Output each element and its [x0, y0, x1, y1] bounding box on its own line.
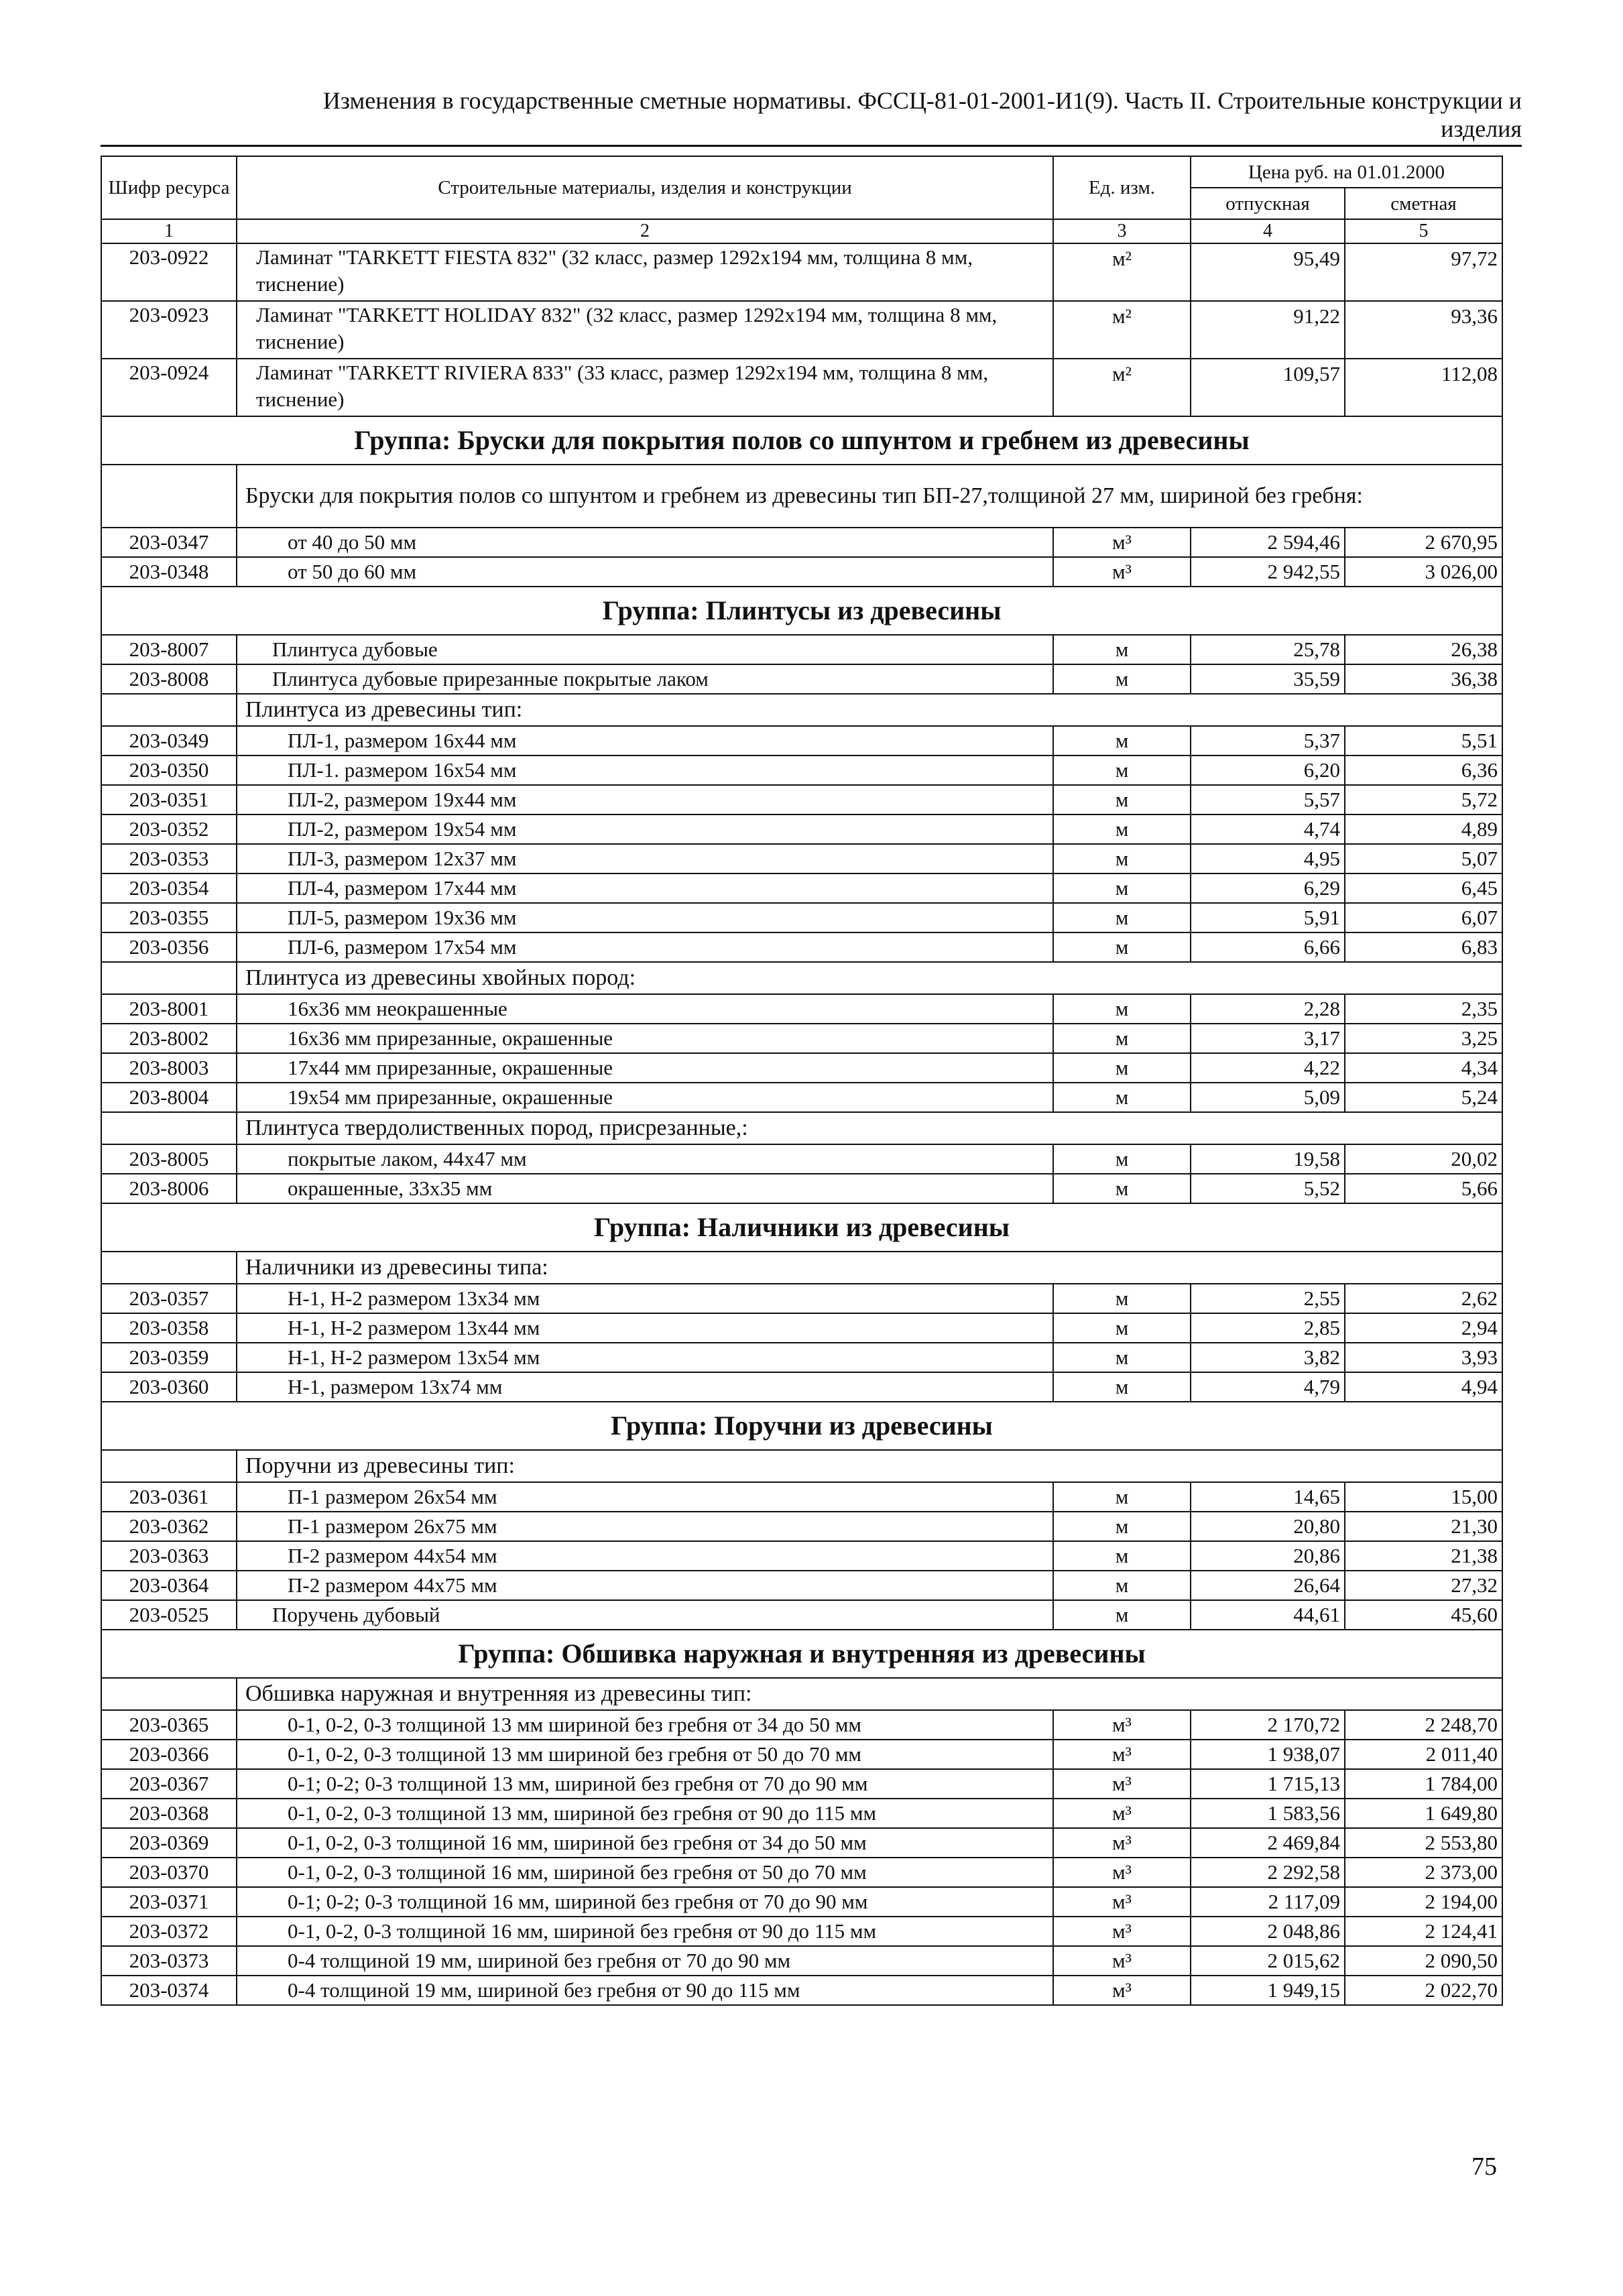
row-code: 203-8003	[101, 1053, 237, 1083]
row-release-price: 6,29	[1191, 873, 1345, 903]
row-code: 203-0357	[101, 1284, 237, 1313]
table-row	[101, 873, 1502, 903]
row-unit: м	[1053, 1600, 1191, 1630]
row-unit: м	[1053, 1174, 1191, 1203]
row-release-price: 1 583,56	[1191, 1799, 1345, 1828]
page-number: 75	[1471, 2153, 1497, 2181]
row-code: 203-0356	[101, 932, 237, 962]
table-row	[101, 664, 1502, 694]
row-code: 203-0370	[101, 1858, 237, 1887]
row-release-price: 2 942,55	[1191, 557, 1345, 587]
row-estimate-price: 2 373,00	[1345, 1858, 1502, 1887]
row-estimate-price: 5,24	[1345, 1083, 1502, 1112]
row-release-price: 4,74	[1191, 814, 1345, 844]
subgroup-heading: Плинтуса из древесины тип:	[237, 694, 1502, 726]
row-unit: м³	[1053, 1887, 1191, 1917]
col-header-price: Цена руб. на 01.01.2000	[1191, 156, 1502, 188]
row-estimate-price: 5,51	[1345, 726, 1502, 756]
table-row	[101, 1858, 1502, 1887]
row-code: 203-0369	[101, 1828, 237, 1858]
row-unit: м	[1053, 635, 1191, 664]
row-code: 203-8001	[101, 994, 237, 1024]
row-unit: м³	[1053, 1799, 1191, 1828]
row-code: 203-0361	[101, 1482, 237, 1512]
document-header-title: Изменения в государственные сметные нормативы. ФССЦ-81-01-2001-И1(9). Часть II. Строительные конструкции и	[322, 87, 1522, 114]
row-release-price: 2 048,86	[1191, 1917, 1345, 1946]
column-numbers-row	[101, 219, 1502, 243]
row-unit: м	[1053, 932, 1191, 962]
subgroup-heading: Плинтуса твердолиственных пород, присрезанные,:	[237, 1112, 1502, 1144]
row-unit: м³	[1053, 1917, 1191, 1946]
row-name: П-2 размером 44х54 мм	[237, 1541, 1053, 1571]
table-row	[101, 1828, 1502, 1858]
row-release-price: 2,28	[1191, 994, 1345, 1024]
row-unit: м³	[1053, 1828, 1191, 1858]
row-release-price: 26,64	[1191, 1571, 1345, 1600]
row-name: Н-1, размером 13х74 мм	[237, 1372, 1053, 1402]
row-code: 203-0359	[101, 1343, 237, 1372]
row-estimate-price: 2 670,95	[1345, 528, 1502, 557]
row-name: ПЛ-6, размером 17х54 мм	[237, 932, 1053, 962]
row-unit: м	[1053, 873, 1191, 903]
row-name: покрытые лаком, 44х47 мм	[237, 1144, 1053, 1174]
row-unit: м	[1053, 785, 1191, 814]
row-name: 0-1, 0-2, 0-3 толщиной 13 мм шириной без гребня от 50 до 70 мм	[237, 1740, 1053, 1769]
row-unit: м	[1053, 1541, 1191, 1571]
row-estimate-price: 1 649,80	[1345, 1799, 1502, 1828]
table-row	[101, 1313, 1502, 1343]
table-row	[101, 903, 1502, 932]
row-unit: м²	[1053, 243, 1191, 301]
row-release-price: 1 938,07	[1191, 1740, 1345, 1769]
row-estimate-price: 2 022,70	[1345, 1976, 1502, 2005]
table-row	[101, 726, 1502, 756]
row-estimate-price: 2 248,70	[1345, 1710, 1502, 1740]
row-code: 203-0922	[101, 243, 237, 301]
row-code: 203-0923	[101, 301, 237, 359]
row-unit: м	[1053, 903, 1191, 932]
row-release-price: 4,95	[1191, 844, 1345, 873]
row-estimate-price: 6,83	[1345, 932, 1502, 962]
row-code: 203-0368	[101, 1799, 237, 1828]
group-heading: Группа: Обшивка наружная и внутренняя из древесины	[101, 1630, 1502, 1678]
row-estimate-price: 2,62	[1345, 1284, 1502, 1313]
group-heading: Группа: Плинтусы из древесины	[101, 587, 1502, 635]
row-estimate-price: 27,32	[1345, 1571, 1502, 1600]
row-release-price: 95,49	[1191, 243, 1345, 301]
row-release-price: 5,37	[1191, 726, 1345, 756]
table-row	[101, 1710, 1502, 1740]
row-name: 0-1, 0-2, 0-3 толщиной 16 мм, шириной без гребня от 34 до 50 мм	[237, 1828, 1053, 1858]
row-release-price: 109,57	[1191, 359, 1345, 416]
col-number: 5	[1345, 219, 1502, 243]
subgroup-row	[101, 465, 1502, 528]
table-row	[101, 1512, 1502, 1541]
row-estimate-price: 2 194,00	[1345, 1887, 1502, 1917]
document-header-title-cont: изделия	[1441, 115, 1522, 142]
row-release-price: 2,55	[1191, 1284, 1345, 1313]
row-unit: м	[1053, 1343, 1191, 1372]
table-row	[101, 844, 1502, 873]
row-estimate-price: 112,08	[1345, 359, 1502, 416]
row-code: 203-0365	[101, 1710, 237, 1740]
row-estimate-price: 2,94	[1345, 1313, 1502, 1343]
subgroup-row	[101, 962, 1502, 994]
row-estimate-price: 3,93	[1345, 1343, 1502, 1372]
row-code: 203-0924	[101, 359, 237, 416]
row-unit: м	[1053, 726, 1191, 756]
row-release-price: 2,85	[1191, 1313, 1345, 1343]
col-number: 3	[1053, 219, 1191, 243]
table-row	[101, 301, 1502, 359]
row-release-price: 91,22	[1191, 301, 1345, 359]
row-estimate-price: 5,07	[1345, 844, 1502, 873]
row-name: ПЛ-2, размером 19х44 мм	[237, 785, 1053, 814]
subgroup-heading: Обшивка наружная и внутренняя из древесины тип:	[237, 1678, 1502, 1710]
row-code: 203-0364	[101, 1571, 237, 1600]
row-estimate-price: 45,60	[1345, 1600, 1502, 1630]
table-row	[101, 1799, 1502, 1828]
row-release-price: 5,52	[1191, 1174, 1345, 1203]
row-code: 203-0352	[101, 814, 237, 844]
row-estimate-price: 4,34	[1345, 1053, 1502, 1083]
subgroup-row	[101, 1450, 1502, 1482]
row-name: 16х36 мм неокрашенные	[237, 994, 1053, 1024]
row-code: 203-8004	[101, 1083, 237, 1112]
row-unit: м³	[1053, 1740, 1191, 1769]
row-name: 0-1; 0-2; 0-3 толщиной 13 мм, шириной без гребня от 70 до 90 мм	[237, 1769, 1053, 1799]
row-code: 203-0360	[101, 1372, 237, 1402]
row-unit: м³	[1053, 1858, 1191, 1887]
row-estimate-price: 2 090,50	[1345, 1946, 1502, 1976]
table-row	[101, 932, 1502, 962]
row-name: Ламинат "TARKETT HOLIDAY 832" (32 класс, размер 1292х194 мм, толщина 8 мм, тиснение)	[237, 301, 1053, 359]
row-name: ПЛ-2, размером 19х54 мм	[237, 814, 1053, 844]
row-name: 0-4 толщиной 19 мм, шириной без гребня от 90 до 115 мм	[237, 1976, 1053, 2005]
row-release-price: 1 949,15	[1191, 1976, 1345, 2005]
table-row	[101, 1600, 1502, 1630]
row-release-price: 6,66	[1191, 932, 1345, 962]
row-code: 203-0373	[101, 1946, 237, 1976]
col-number: 2	[237, 219, 1053, 243]
row-estimate-price: 2,35	[1345, 994, 1502, 1024]
row-estimate-price: 5,72	[1345, 785, 1502, 814]
row-estimate-price: 2 124,41	[1345, 1917, 1502, 1946]
group-heading: Группа: Наличники из древесины	[101, 1203, 1502, 1252]
row-name: окрашенные, 33х35 мм	[237, 1174, 1053, 1203]
row-estimate-price: 3,25	[1345, 1024, 1502, 1053]
table-row	[101, 1541, 1502, 1571]
row-release-price: 2 015,62	[1191, 1946, 1345, 1976]
table-row	[101, 1917, 1502, 1946]
table-row	[101, 1740, 1502, 1769]
row-estimate-price: 3 026,00	[1345, 557, 1502, 587]
row-release-price: 3,82	[1191, 1343, 1345, 1372]
row-estimate-price: 1 784,00	[1345, 1769, 1502, 1799]
row-code: 203-8006	[101, 1174, 237, 1203]
table-row	[101, 814, 1502, 844]
row-estimate-price: 93,36	[1345, 301, 1502, 359]
row-release-price: 2 469,84	[1191, 1828, 1345, 1858]
row-unit: м	[1053, 1372, 1191, 1402]
row-code: 203-0363	[101, 1541, 237, 1571]
row-name: Н-1, Н-2 размером 13х54 мм	[237, 1343, 1053, 1372]
table-row	[101, 528, 1502, 557]
table-row	[101, 1571, 1502, 1600]
row-name: Н-1, Н-2 размером 13х44 мм	[237, 1313, 1053, 1343]
row-unit: м	[1053, 1482, 1191, 1512]
row-code: 203-0354	[101, 873, 237, 903]
row-unit: м	[1053, 1512, 1191, 1541]
table-row	[101, 1769, 1502, 1799]
row-estimate-price: 5,66	[1345, 1174, 1502, 1203]
row-code: 203-0350	[101, 756, 237, 785]
table-row	[101, 243, 1502, 301]
table-row	[101, 1083, 1502, 1112]
table-row	[101, 1174, 1502, 1203]
row-name: П-1 размером 26х75 мм	[237, 1512, 1053, 1541]
subgroup-heading: Плинтуса из древесины хвойных пород:	[237, 962, 1502, 994]
table-row	[101, 557, 1502, 587]
row-name: 0-1, 0-2, 0-3 толщиной 13 мм шириной без гребня от 34 до 50 мм	[237, 1710, 1053, 1740]
row-release-price: 35,59	[1191, 664, 1345, 694]
group-heading-row	[101, 416, 1502, 465]
row-estimate-price: 97,72	[1345, 243, 1502, 301]
row-unit: м	[1053, 1083, 1191, 1112]
row-name: ПЛ-4, размером 17х44 мм	[237, 873, 1053, 903]
row-unit: м	[1053, 756, 1191, 785]
row-unit: м	[1053, 814, 1191, 844]
price-table	[101, 156, 1503, 2006]
row-code: 203-0355	[101, 903, 237, 932]
col-header-name: Строительные материалы, изделия и конструкции	[237, 156, 1053, 219]
table-row	[101, 1946, 1502, 1976]
row-release-price: 20,86	[1191, 1541, 1345, 1571]
subgroup-heading: Бруски для покрытия полов со шпунтом и гребнем из древесины тип БП-27,толщиной 27 мм, шириной без гребня:	[237, 465, 1502, 528]
row-code: 203-0351	[101, 785, 237, 814]
group-heading: Группа: Бруски для покрытия полов со шпунтом и гребнем из древесины	[101, 416, 1502, 465]
row-estimate-price: 6,07	[1345, 903, 1502, 932]
row-code: 203-0374	[101, 1976, 237, 2005]
table-row	[101, 994, 1502, 1024]
row-release-price: 25,78	[1191, 635, 1345, 664]
row-release-price: 5,57	[1191, 785, 1345, 814]
row-estimate-price: 26,38	[1345, 635, 1502, 664]
subgroup-row	[101, 1252, 1502, 1284]
table-row	[101, 1144, 1502, 1174]
table-row	[101, 1372, 1502, 1402]
col-number: 1	[101, 219, 237, 243]
row-name: 17х44 мм прирезанные, окрашенные	[237, 1053, 1053, 1083]
row-estimate-price: 21,38	[1345, 1541, 1502, 1571]
row-release-price: 6,20	[1191, 756, 1345, 785]
table-row	[101, 1284, 1502, 1313]
table-row	[101, 1887, 1502, 1917]
row-unit: м	[1053, 1144, 1191, 1174]
row-release-price: 4,22	[1191, 1053, 1345, 1083]
row-name: 0-1, 0-2, 0-3 толщиной 13 мм, шириной без гребня от 90 до 115 мм	[237, 1799, 1053, 1828]
row-release-price: 44,61	[1191, 1600, 1345, 1630]
row-unit: м	[1053, 1313, 1191, 1343]
row-code: 203-0525	[101, 1600, 237, 1630]
row-code: 203-0353	[101, 844, 237, 873]
table-header-row	[101, 156, 1502, 188]
row-release-price: 20,80	[1191, 1512, 1345, 1541]
row-estimate-price: 15,00	[1345, 1482, 1502, 1512]
row-code: 203-0349	[101, 726, 237, 756]
row-name: ПЛ-5, размером 19х36 мм	[237, 903, 1053, 932]
row-release-price: 3,17	[1191, 1024, 1345, 1053]
row-release-price: 5,09	[1191, 1083, 1345, 1112]
row-name: 0-1, 0-2, 0-3 толщиной 16 мм, шириной без гребня от 90 до 115 мм	[237, 1917, 1053, 1946]
table-row	[101, 756, 1502, 785]
row-estimate-price: 2 011,40	[1345, 1740, 1502, 1769]
row-name: ПЛ-1. размером 16х54 мм	[237, 756, 1053, 785]
row-unit: м²	[1053, 301, 1191, 359]
row-estimate-price: 6,36	[1345, 756, 1502, 785]
group-heading-row	[101, 1402, 1502, 1450]
row-code: 203-0348	[101, 557, 237, 587]
group-heading-row	[101, 1630, 1502, 1678]
row-name: 0-1; 0-2; 0-3 толщиной 16 мм, шириной без гребня от 70 до 90 мм	[237, 1887, 1053, 1917]
row-code: 203-8008	[101, 664, 237, 694]
col-header-estimate: сметная	[1345, 188, 1502, 219]
col-header-code: Шифр ресурса	[101, 156, 237, 219]
row-name: Плинтуса дубовые прирезанные покрытые лаком	[237, 664, 1053, 694]
row-name: Ламинат "TARKETT FIESTA 832" (32 класс, размер 1292х194 мм, толщина 8 мм, тиснение)	[237, 243, 1053, 301]
row-estimate-price: 21,30	[1345, 1512, 1502, 1541]
row-code: 203-0358	[101, 1313, 237, 1343]
row-release-price: 19,58	[1191, 1144, 1345, 1174]
row-code: 203-0366	[101, 1740, 237, 1769]
table-row	[101, 1053, 1502, 1083]
row-estimate-price: 36,38	[1345, 664, 1502, 694]
row-name: ПЛ-1, размером 16х44 мм	[237, 726, 1053, 756]
row-name: Плинтуса дубовые	[237, 635, 1053, 664]
subgroup-row	[101, 1678, 1502, 1710]
subgroup-row	[101, 1112, 1502, 1144]
table-row	[101, 635, 1502, 664]
row-unit: м³	[1053, 1946, 1191, 1976]
row-unit: м	[1053, 1284, 1191, 1313]
table-row	[101, 1976, 1502, 2005]
row-code: 203-8007	[101, 635, 237, 664]
row-unit: м	[1053, 1571, 1191, 1600]
col-header-release: отпускная	[1191, 188, 1345, 219]
row-release-price: 2 170,72	[1191, 1710, 1345, 1740]
subgroup-row	[101, 694, 1502, 726]
header-rule	[101, 145, 1522, 147]
row-name: П-2 размером 44х75 мм	[237, 1571, 1053, 1600]
table-row	[101, 1482, 1502, 1512]
group-heading-row	[101, 587, 1502, 635]
row-unit: м	[1053, 844, 1191, 873]
row-name: от 40 до 50 мм	[237, 528, 1053, 557]
row-code: 203-0372	[101, 1917, 237, 1946]
row-estimate-price: 6,45	[1345, 873, 1502, 903]
row-release-price: 2 117,09	[1191, 1887, 1345, 1917]
row-code: 203-0347	[101, 528, 237, 557]
table-row	[101, 359, 1502, 416]
row-name: 0-1, 0-2, 0-3 толщиной 16 мм, шириной без гребня от 50 до 70 мм	[237, 1858, 1053, 1887]
table-row	[101, 1343, 1502, 1372]
row-unit: м³	[1053, 528, 1191, 557]
group-heading: Группа: Поручни из древесины	[101, 1402, 1502, 1450]
row-release-price: 2 292,58	[1191, 1858, 1345, 1887]
row-code: 203-8002	[101, 1024, 237, 1053]
group-heading-row	[101, 1203, 1502, 1252]
row-unit: м³	[1053, 1976, 1191, 2005]
row-code: 203-0367	[101, 1769, 237, 1799]
row-release-price: 14,65	[1191, 1482, 1345, 1512]
table-row	[101, 785, 1502, 814]
row-name: Поручень дубовый	[237, 1600, 1053, 1630]
row-unit: м	[1053, 1024, 1191, 1053]
subgroup-heading: Наличники из древесины типа:	[237, 1252, 1502, 1284]
row-unit: м³	[1053, 1769, 1191, 1799]
col-header-unit: Ед. изм.	[1053, 156, 1191, 219]
subgroup-heading: Поручни из древесины тип:	[237, 1450, 1502, 1482]
col-number: 4	[1191, 219, 1345, 243]
row-unit: м²	[1053, 359, 1191, 416]
row-unit: м	[1053, 664, 1191, 694]
row-estimate-price: 2 553,80	[1345, 1828, 1502, 1858]
row-name: 19х54 мм прирезанные, окрашенные	[237, 1083, 1053, 1112]
row-release-price: 1 715,13	[1191, 1769, 1345, 1799]
row-unit: м³	[1053, 557, 1191, 587]
row-code: 203-0371	[101, 1887, 237, 1917]
row-estimate-price: 4,89	[1345, 814, 1502, 844]
row-unit: м	[1053, 994, 1191, 1024]
row-name: П-1 размером 26х54 мм	[237, 1482, 1053, 1512]
row-name: 0-4 толщиной 19 мм, шириной без гребня от 70 до 90 мм	[237, 1946, 1053, 1976]
row-name: Н-1, Н-2 размером 13х34 мм	[237, 1284, 1053, 1313]
row-unit: м	[1053, 1053, 1191, 1083]
row-unit: м³	[1053, 1710, 1191, 1740]
table-row	[101, 1024, 1502, 1053]
row-release-price: 2 594,46	[1191, 528, 1345, 557]
row-name: 16х36 мм прирезанные, окрашенные	[237, 1024, 1053, 1053]
row-release-price: 5,91	[1191, 903, 1345, 932]
row-release-price: 4,79	[1191, 1372, 1345, 1402]
row-estimate-price: 4,94	[1345, 1372, 1502, 1402]
row-name: ПЛ-3, размером 12х37 мм	[237, 844, 1053, 873]
row-name: Ламинат "TARKETT RIVIERA 833" (33 класс, размер 1292х194 мм, толщина 8 мм, тиснение)	[237, 359, 1053, 416]
row-code: 203-0362	[101, 1512, 237, 1541]
row-code: 203-8005	[101, 1144, 237, 1174]
row-name: от 50 до 60 мм	[237, 557, 1053, 587]
row-estimate-price: 20,02	[1345, 1144, 1502, 1174]
